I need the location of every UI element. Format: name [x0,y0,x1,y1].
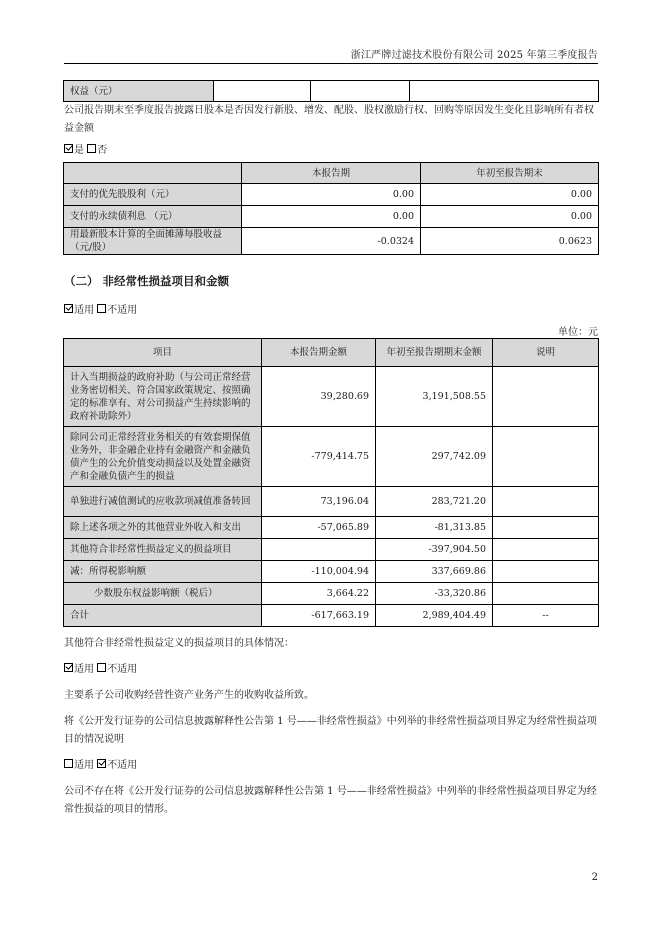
row-label: 支付的优先股股利（元） [64,184,242,206]
checkbox-checked-icon[interactable] [64,304,73,313]
table-row [64,427,599,487]
row-current: -57,065.89 [262,517,376,539]
table-row [64,583,599,605]
other-items-intro: 其他符合非经常性损益定义的损益项目的具体情况： [64,638,294,649]
row-label: 用最新股本计算的全面摊薄每股收益（元/股） [64,228,242,255]
col-header-current: 本报告期金额 [262,339,376,367]
section-title: （二） 非经常性损益项目和金额 [64,274,230,288]
header-divider [64,63,598,64]
other-items-detail: 主要系子公司收购经营性资产业务产生的收购收益所致。 [64,690,314,701]
checkbox-unchecked-icon[interactable] [97,663,106,672]
page-number: 2 [591,872,598,883]
row-value-ytd: 0.00 [421,184,599,206]
row-value-ytd: 0.00 [421,206,599,228]
row-current: 39,280.69 [262,367,376,427]
row-ytd: 337,669.86 [376,561,493,583]
row-note [493,583,599,605]
other-items-applicability: 适用 不适用 [64,661,598,679]
checkbox-checked-icon[interactable] [64,144,73,153]
row-ytd: -397,904.50 [376,539,493,561]
row-note [493,517,599,539]
equity-cell-1 [214,81,311,102]
row-item: 合计 [64,605,262,627]
dividend-header-blank [64,163,242,184]
row-value-current: 0.00 [242,184,421,206]
row-note [493,487,599,517]
row-note [493,539,599,561]
row-value-ytd: 0.0623 [421,228,599,255]
table-row [64,206,599,228]
row-current: 73,196.04 [262,487,376,517]
row-current: 3,664.22 [262,583,376,605]
row-ytd: 283,721.20 [376,487,493,517]
dividend-header-current: 本报告期 [242,163,421,184]
equity-cell-2 [311,81,410,102]
col-header-note: 说明 [493,339,599,367]
row-ytd: -81,313.85 [376,517,493,539]
row-item: 减：所得税影响额 [64,561,262,583]
checkbox-unchecked-icon[interactable] [97,304,106,313]
row-value-current: 0.00 [242,206,421,228]
row-current: -110,004.94 [262,561,376,583]
row-item: 除同公司正常经营业务相关的有效套期保值业务外，非金融企业持有金融资产和金融负债产生的公允价值变动损益以及处置金融资产和金融负债产生的损益 [64,427,262,487]
checkbox-checked-icon[interactable] [64,663,73,672]
dividend-table [63,162,599,255]
dividend-header-ytd: 年初至报告期末 [421,163,599,184]
row-ytd: 297,742.09 [376,427,493,487]
table-row [64,228,599,255]
row-note [493,561,599,583]
row-value-current: -0.0324 [242,228,421,255]
reclass-detail: 公司不存在将《公开发行证券的公司信息披露解释性公告第 1 号——非经常性损益》中列举的非经常性损益项目界定为经常性损益的项目的情形。 [64,786,597,815]
equity-cell-3 [410,81,599,102]
row-item: 除上述各项之外的其他营业外收入和支出 [64,517,262,539]
row-note: -- [493,605,599,627]
row-current: -779,414.75 [262,427,376,487]
equity-table [63,80,599,102]
section2-applicability: 适用 不适用 [64,302,598,320]
table-row [64,517,599,539]
equity-label: 权益（元） [64,81,214,102]
row-ytd: 2,989,404.49 [376,605,493,627]
row-ytd: -33,320.86 [376,583,493,605]
col-header-item: 项目 [64,339,262,367]
checkbox-checked-icon[interactable] [97,759,106,768]
row-item: 计入当期损益的政府补助（与公司正常经营业务密切相关、符合国家政策规定、按照确定的标准享有、对公司损益产生持续影响的政府补助除外） [64,367,262,427]
row-current: -617,663.19 [262,605,376,627]
table-row [64,605,599,627]
unit-label: 单位：元 [558,327,598,338]
nonrecurring-table [63,338,599,627]
row-note [493,367,599,427]
row-item: 少数股东权益影响额（税后） [64,583,262,605]
share-change-question: 公司报告期末至季度报告披露日股本是否因发行新股、增发、配股、股权激励行权、回购等原因发生变化且影响所有者权益金额 [64,105,594,134]
checkbox-unchecked-icon[interactable] [87,144,96,153]
table-row [64,184,599,206]
report-header-title: 浙江严牌过滤技术股份有限公司 2025 年第三季度报告 [350,50,598,61]
row-item: 单独进行减值测试的应收款项减值准备转回 [64,487,262,517]
table-row [64,539,599,561]
row-item: 其他符合非经常性损益定义的损益项目 [64,539,262,561]
table-row [64,487,599,517]
row-current [262,539,376,561]
row-ytd: 3,191,508.55 [376,367,493,427]
table-row [64,561,599,583]
reclass-intro: 将《公开发行证券的公司信息披露解释性公告第 1 号——非经常性损益》中列举的非经常性损益项目界定为经常性损益项目的情况说明 [64,716,597,745]
table-row [64,367,599,427]
col-header-ytd: 年初至报告期期末金额 [376,339,493,367]
row-note [493,427,599,487]
share-change-answer: 是 否 [64,142,598,160]
checkbox-unchecked-icon[interactable] [64,759,73,768]
row-label: 支付的永续债利息 （元） [64,206,242,228]
reclass-applicability: 适用 不适用 [64,757,598,775]
